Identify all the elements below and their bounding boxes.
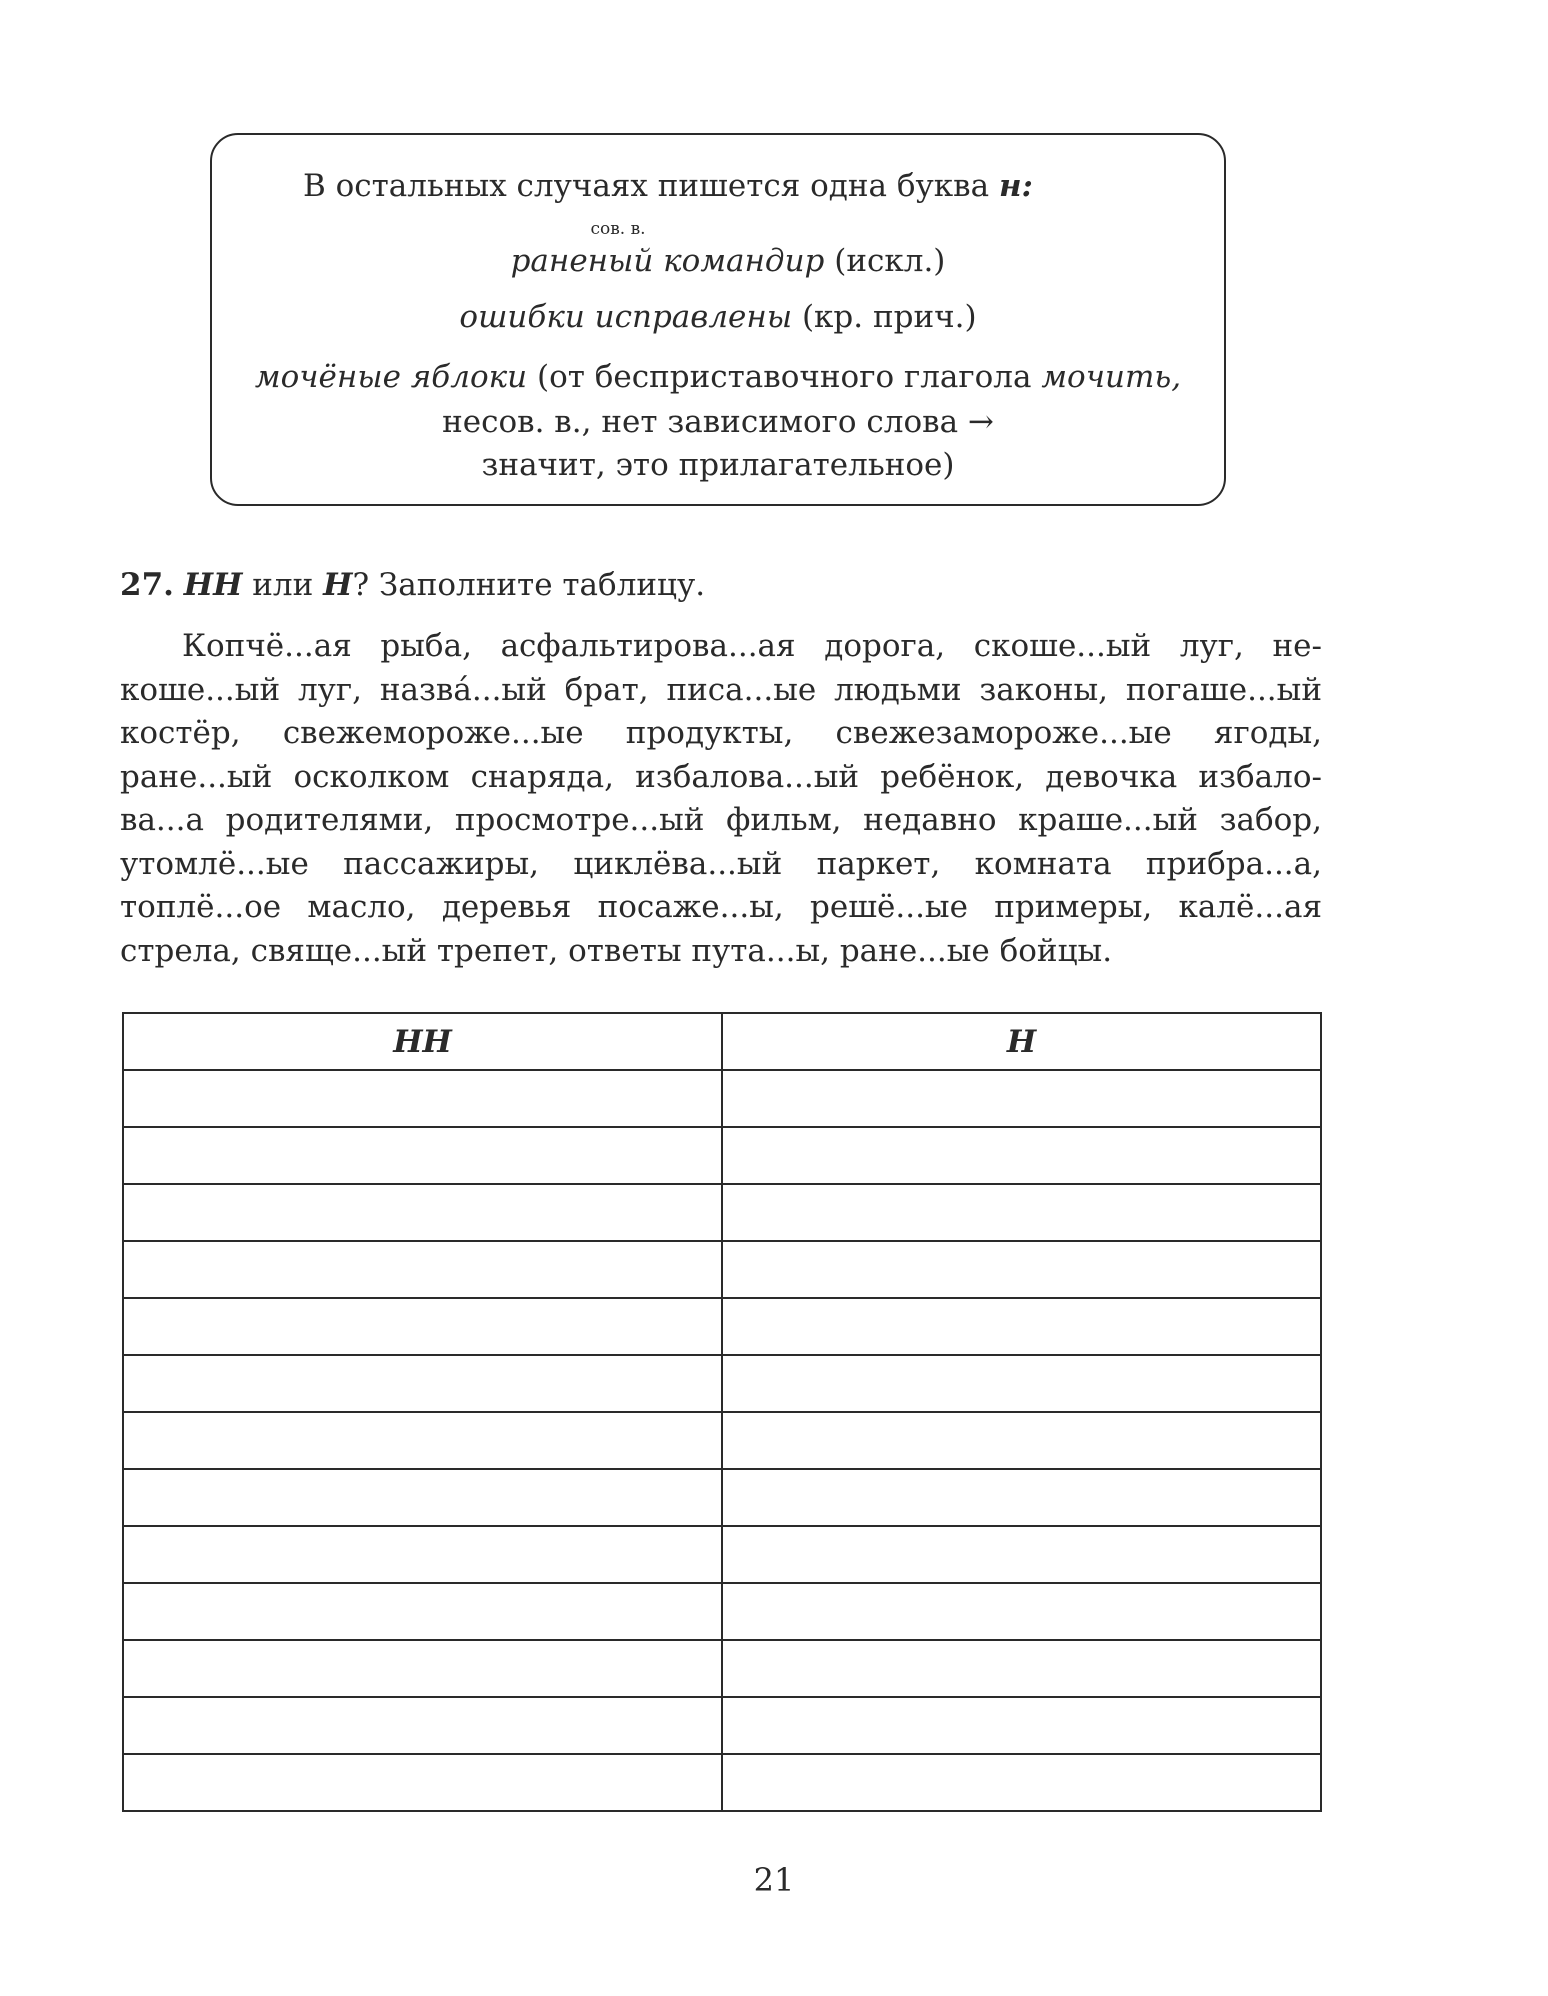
answer-cell-nn[interactable]	[123, 1184, 722, 1241]
table-header-row	[123, 1013, 1321, 1070]
example-1-phrase: раненый командир	[510, 243, 825, 279]
answer-cell-n[interactable]	[722, 1241, 1321, 1298]
rule-example-3-line-3: значит, это прилагательное)	[481, 447, 955, 483]
exercise-number: 27.	[120, 567, 174, 603]
answer-cell-nn[interactable]	[123, 1583, 722, 1640]
answer-cell-n[interactable]	[722, 1697, 1321, 1754]
answer-cell-nn[interactable]	[123, 1754, 722, 1811]
exercise-title-nn: НН	[183, 567, 243, 603]
answer-cell-n[interactable]	[722, 1070, 1321, 1127]
exercise-title-or: или	[252, 567, 314, 603]
table-row	[123, 1469, 1321, 1526]
table-row	[123, 1697, 1321, 1754]
example-3-phrase: мочёные яблоки	[254, 359, 528, 395]
table-row	[123, 1298, 1321, 1355]
table-row	[123, 1184, 1321, 1241]
exercise-title-rest: ? Заполните таблицу.	[352, 567, 706, 603]
answer-cell-n[interactable]	[722, 1754, 1321, 1811]
table-row	[123, 1127, 1321, 1184]
answer-cell-n[interactable]	[722, 1640, 1321, 1697]
rule-example-3	[212, 359, 1224, 395]
table-row	[123, 1526, 1321, 1583]
aspect-note: сов. в.	[590, 219, 646, 239]
answer-table-body	[123, 1070, 1321, 1811]
rule-intro-letter: н:	[998, 168, 1033, 204]
answer-cell-nn[interactable]	[123, 1070, 722, 1127]
rule-example-1	[232, 243, 1224, 279]
table-row	[123, 1640, 1321, 1697]
answer-cell-n[interactable]	[722, 1355, 1321, 1412]
answer-cell-n[interactable]	[722, 1583, 1321, 1640]
example-1-note: (искл.)	[834, 243, 946, 279]
answer-cell-n[interactable]	[722, 1412, 1321, 1469]
example-3-note: (от бесприставочного глагола	[536, 359, 1032, 395]
example-2-phrase: ошибки исправлены	[459, 299, 793, 335]
answer-cell-n[interactable]	[722, 1127, 1321, 1184]
answer-cell-nn[interactable]	[123, 1355, 722, 1412]
column-header-nn: НН	[123, 1013, 722, 1070]
column-header-n: Н	[722, 1013, 1321, 1070]
answer-cell-n[interactable]	[722, 1469, 1321, 1526]
answer-cell-nn[interactable]	[123, 1526, 722, 1583]
table-row	[123, 1241, 1321, 1298]
rule-example-3-line-2: несов. в., нет зависимого слова →	[442, 404, 994, 440]
table-row	[123, 1355, 1321, 1412]
example-2-note: (кр. прич.)	[801, 299, 977, 335]
answer-cell-nn[interactable]	[123, 1640, 722, 1697]
answer-cell-nn[interactable]	[123, 1298, 722, 1355]
rule-box	[210, 133, 1226, 506]
answer-cell-n[interactable]	[722, 1184, 1321, 1241]
page-number: 21	[753, 1861, 795, 1899]
answer-table	[122, 1012, 1322, 1812]
rule-intro	[112, 168, 1224, 204]
answer-cell-nn[interactable]	[123, 1697, 722, 1754]
answer-cell-nn[interactable]	[123, 1412, 722, 1469]
table-row	[123, 1412, 1321, 1469]
answer-cell-nn[interactable]	[123, 1241, 722, 1298]
rule-intro-text: В остальных случаях пишется одна буква	[303, 168, 990, 204]
exercise-title-n: Н	[323, 567, 353, 603]
table-row	[123, 1754, 1321, 1811]
answer-cell-nn[interactable]	[123, 1469, 722, 1526]
answer-cell-nn[interactable]	[123, 1127, 722, 1184]
rule-example-2	[212, 299, 1224, 335]
table-row	[123, 1583, 1321, 1640]
example-3-verb: мочить,	[1041, 359, 1182, 395]
exercise-text: Копчё...ая рыба, асфальтирова...ая дорога, скоше...ый луг, некоше...ый луг, назва́...ый брат, писа...ые людьми законы, погаше...ый костёр, свежеморожe...ые продукты, свежезаморожe...ые ягоды, ране...ый осколком снаряда, избалова...ый ребёнок, девочка избалова...а родителями, просмотре...ый фильм, недавно краше...ый забор, утомлё...ые пассажиры, циклёва...ый паркет, комната прибра...а, топлё...ое масло, деревья посаже...ы, решё...ые примеры, калё...ая стрела, свяще...ый трепет, ответы пута...ы, ране...ые бойцы.	[120, 628, 1322, 969]
answer-cell-n[interactable]	[722, 1298, 1321, 1355]
answer-cell-n[interactable]	[722, 1526, 1321, 1583]
table-row	[123, 1070, 1321, 1127]
exercise-title	[120, 567, 706, 603]
